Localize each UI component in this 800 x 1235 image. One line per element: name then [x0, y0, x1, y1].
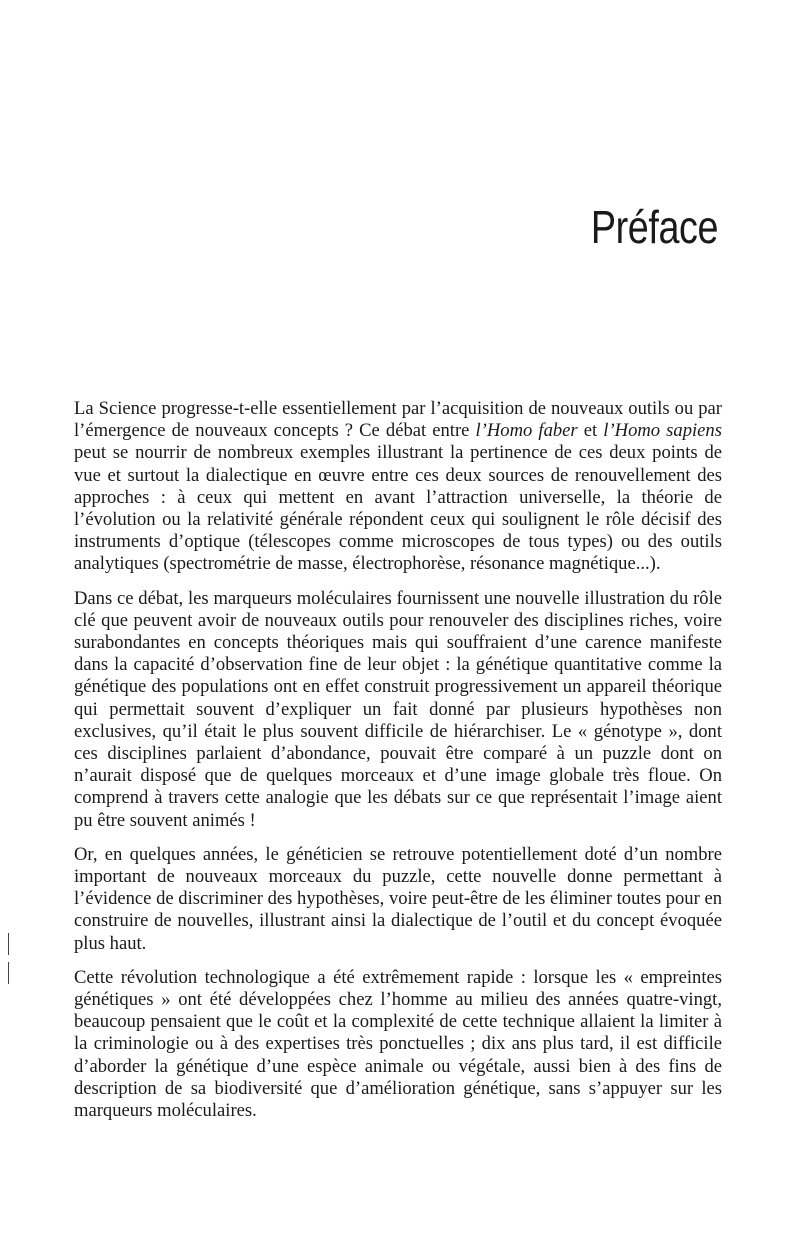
preface-body [74, 398, 722, 1134]
margin-mark [8, 933, 9, 955]
paragraph-1: La Science progresse-t-elle essentiellement par l’acquisition de nouveaux outils ou par l’émergence de nouveaux concepts ? Ce débat entre l’Homo faber et l’Homo sapiens peut se nourrir de nombreux exemples illustrant la pertinence de ces deux points de vue et surtout la dialectique en œuvre entre ces deux sources de renouvellement des approches : à ceux qui mettent en avant l’attraction universelle, la théorie de l’évolution ou la relativité générale répondent ceux qui soulignent le rôle décisif des instruments d’optique (télescopes comme microscopes de tous types) ou des outils analytiques (spectrométrie de masse, électrophorèse, résonance magnétique...). [74, 398, 722, 575]
page-title: Préface [590, 201, 718, 253]
paragraph-4: Cette révolution technologique a été extrêmement rapide : lorsque les « empreintes génétiques » ont été développées chez l’homme au milieu des années quatre-vingt, beaucoup pensaient que le coût et la complexité de cette technique allaient la limiter à la criminologie ou à des expertises très ponctuelles ; dix ans plus tard, il est difficile d’aborder la génétique d’une espèce animale ou végétale, aussi bien à des fins de description de sa biodiversité que d’amélioration génétique, sans s’appuyer sur les marqueurs moléculaires. [74, 966, 722, 1122]
paragraph-2: Dans ce débat, les marqueurs moléculaires fournissent une nouvelle illustration du rôle clé que peuvent avoir de nouveaux outils pour renouveler des disciplines riches, voire surabondantes en concepts théoriques mais qui souffraient d’une carence manifeste dans la capacité d’observation fine de leur objet : la génétique quantitative comme la génétique des populations ont en effet construit progressivement un appareil théorique qui permettait souvent d’expliquer un fait donné par plusieurs hypothèses non exclusives, qu’il était le plus souvent difficile de hiérarchiser. Le « génotype », dont ces disciplines parlaient d’abondance, pouvait être comparé à un puzzle dont on n’aurait disposé que de quelques morceaux et d’une image globale très floue. On comprend à travers cette analogie que les débats sur ce que représentait l’image aient pu être souvent animés ! [74, 587, 722, 831]
paragraph-3: Or, en quelques années, le généticien se retrouve potentiellement doté d’un nombre important de nouveaux morceaux du puzzle, cette nouvelle donne permettant à l’évidence de discriminer des hypothèses, voire peut-être de les éliminer toutes pour en construire de nouvelles, illustrant ainsi la dialectique de l’outil et du concept évoquée plus haut. [74, 843, 722, 954]
margin-mark [8, 962, 9, 984]
homo-sapiens: l’Homo sapiens [603, 420, 722, 442]
homo-faber: l’Homo faber [475, 420, 578, 442]
